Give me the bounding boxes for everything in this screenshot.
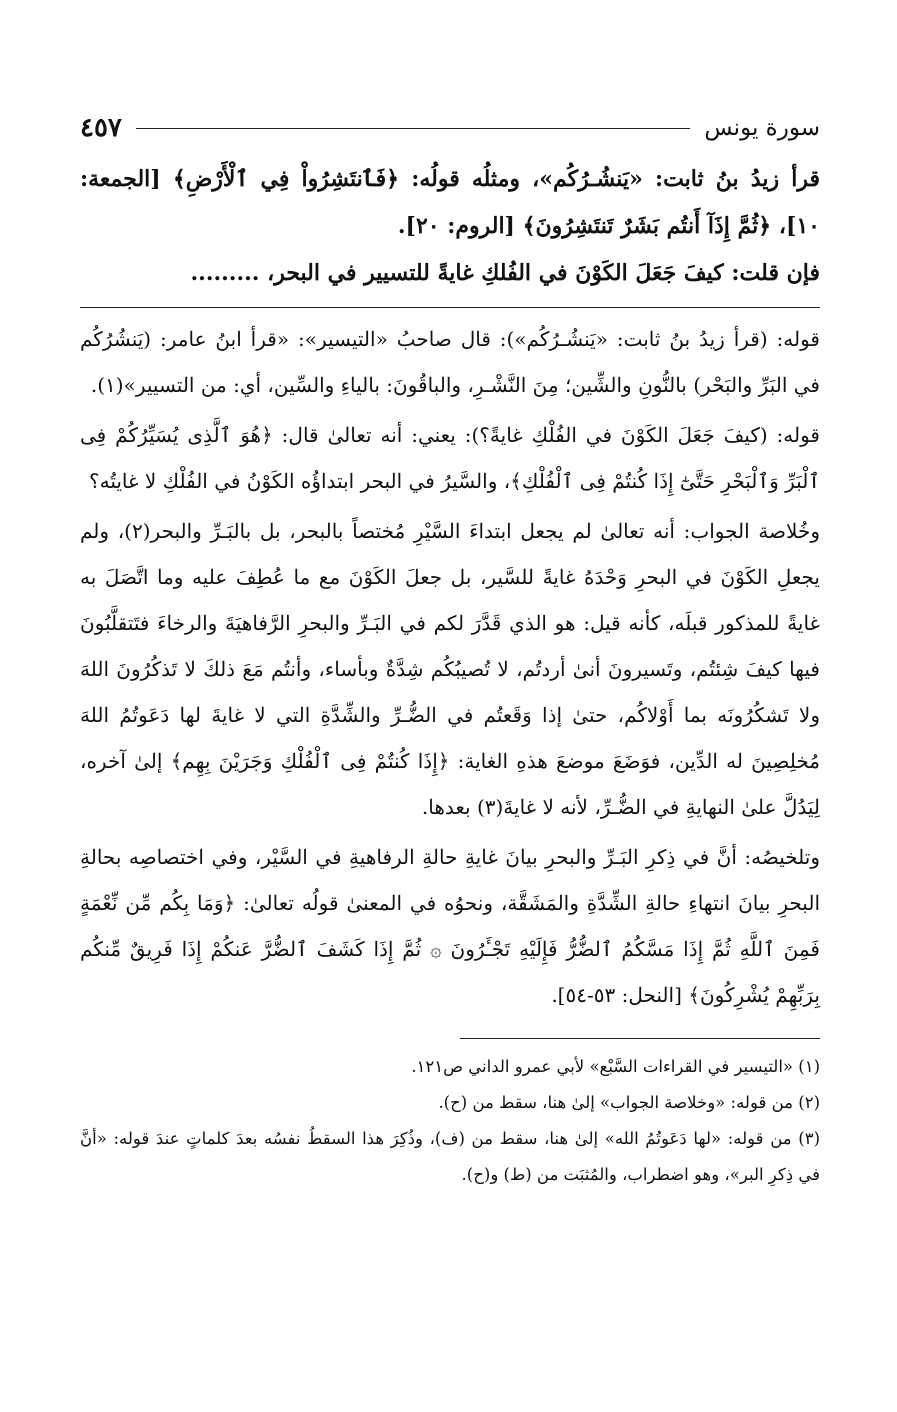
commentary-paragraph: وخُلاصة الجواب: أنه تعالىٰ لم يجعل ابتداءَ السَّيْرِ مُختصاً بالبحر، بل بالبَـرِّ والبحر(٢)، ولم يجعلِ الكَوْنَ في البحرِ وَحْدَهُ غايةً للسَّير، بل جعلَ الكَوْنَ مع ما عُطِفَ عليه وما اتَّصَلَ به غايةً للمذكور قبلَه، كأنه قيل: هو الذي قَدَّرَ لكم في البَـرِّ والبحرِ الرَّفاهيَةَ والرخاءَ فتَتقلَّبُونَ فيها كيفَ شِئتُم، وتَسيرونَ أنىٰ أردتُم، لا تُصيبُكُم شِدَّةٌ وبأساء، وأنتُم مَعَ ذلكَ لا تَذكُرُونَ اللهَ ولا تَشكُرُونَه بما أَوْلاكُم، حتىٰ إذا وَقَعتُم في الضُّـرِّ والشِّدَّةِ التي لا غايةَ لها دَعَوتُمُ اللهَ مُخلِصِينَ له الدِّين، فوَضَعَ موضعَ هذهِ الغاية: ﴿إِذَا كُنتُمْ فِى ٱلْفُلْكِ وَجَرَيْنَ بِهِم﴾ إلىٰ آخره، لِيَدُلَّ علىٰ النهايةِ في الضُّـرِّ، لأنه لا غايةَ(٣) بعدها. bbox=[80, 519, 820, 819]
footnote: (٢) من قوله: «وخلاصة الجواب» إلىٰ هنا، سقط من (ح). bbox=[438, 1093, 820, 1112]
footnote: (٣) من قوله: «لها دَعَوتُمُ الله» إلىٰ هنا، سقط من (ف)، وذُكِرَ هذا السقطُ نفسُه بعدَ كلماتٍ عندَ قوله: «أنَّ في ذِكرِ البر»، وهو اضطراب، والمُثبَت من (ط) و(ح). bbox=[80, 1129, 820, 1184]
commentary-paragraph: قوله: (قرأ زيدُ بنُ ثابت: «يَنشُـرُكُم»): قال صاحبُ «التيسير»: «قرأ ابنُ عامر: (يَنشُرُكُم في البَرِّ والبَحْر) بالنُّونِ والشِّين؛ مِنَ النَّشْـرِ، والباقُونَ: بالياءِ والسِّين، أي: من التسيير»(١). bbox=[80, 327, 820, 397]
page bbox=[80, 104, 820, 1193]
commentary-paragraph: وتلخيصُه: أنَّ في ذِكرِ البَـرِّ والبحرِ بيانَ غايةِ حالةِ الرفاهيةِ في السَّيْر، وفي اختصاصِه بحالةِ البحرِ بيانَ انتهاءِ حالةِ الشِّدَّةِ والمَشَقَّة، ونحوُه في المعنىٰ قولُه تعالىٰ: ﴿وَمَا بِكُم مِّن نِّعْمَةٍ فَمِنَ ٱللَّهِ ثُمَّ إِذَا مَسَّكُمُ ٱلضُّرُّ فَإِلَيْهِ تَجْـَٔرُونَ ۞ ثُمَّ إِذَا كَشَفَ ٱلضُّرَّ عَنكُمْ إِذَا فَرِيقٌ مِّنكُم بِرَبِّهِمْ يُشْرِكُونَ﴾ [النحل: ٥٣-٥٤]. bbox=[80, 845, 820, 1007]
commentary bbox=[80, 316, 820, 1018]
main-text-paragraph: فإن قلت: كيفَ جَعَلَ الكَوْنَ في الفُلكِ غايةً للتسيير في البحر، ......... bbox=[190, 260, 820, 286]
main-text-paragraph: قرأ زيدُ بنُ ثابت: «يَنشُـرُكُم»، ومثلُه قولُه: ﴿فَٱنتَشِرُواْ فِي ٱلْأَرْضِ﴾ [الجمعة: ١٠]، ﴿ثُمَّ إِذَآ أَنتُم بَشَرٌ تَنتَشِرُونَ﴾ [الروم: ٢٠]. bbox=[80, 166, 820, 239]
surah-name: سورة يونس bbox=[704, 115, 820, 141]
header-rule bbox=[136, 128, 690, 129]
main-text bbox=[80, 156, 820, 297]
commentary-paragraph: قوله: (كيفَ جَعَلَ الكَوْنَ في الفُلْكِ غايةً؟): يعني: أنه تعالىٰ قال: ﴿هُوَ ٱلَّذِى يُسَيِّرُكُمْ فِى ٱلْبَرِّ وَٱلْبَحْرِ حَتَّىٰٓ إِذَا كُنتُمْ فِى ٱلْفُلْكِ﴾، والسَّيرُ في البحر ابتداؤُه الكَوْنُ في الفُلْكِ لا غايتُه؟ bbox=[80, 423, 820, 493]
footnote: (١) «التيسير في القراءات السَّبْع» لأبي عمرو الداني ص١٢١. bbox=[411, 1057, 820, 1076]
page-header bbox=[80, 104, 820, 152]
footnotes bbox=[80, 1049, 820, 1193]
main-divider bbox=[80, 307, 820, 308]
page-number: ٤٥٧ bbox=[80, 113, 122, 143]
footnote-divider bbox=[460, 1038, 820, 1039]
